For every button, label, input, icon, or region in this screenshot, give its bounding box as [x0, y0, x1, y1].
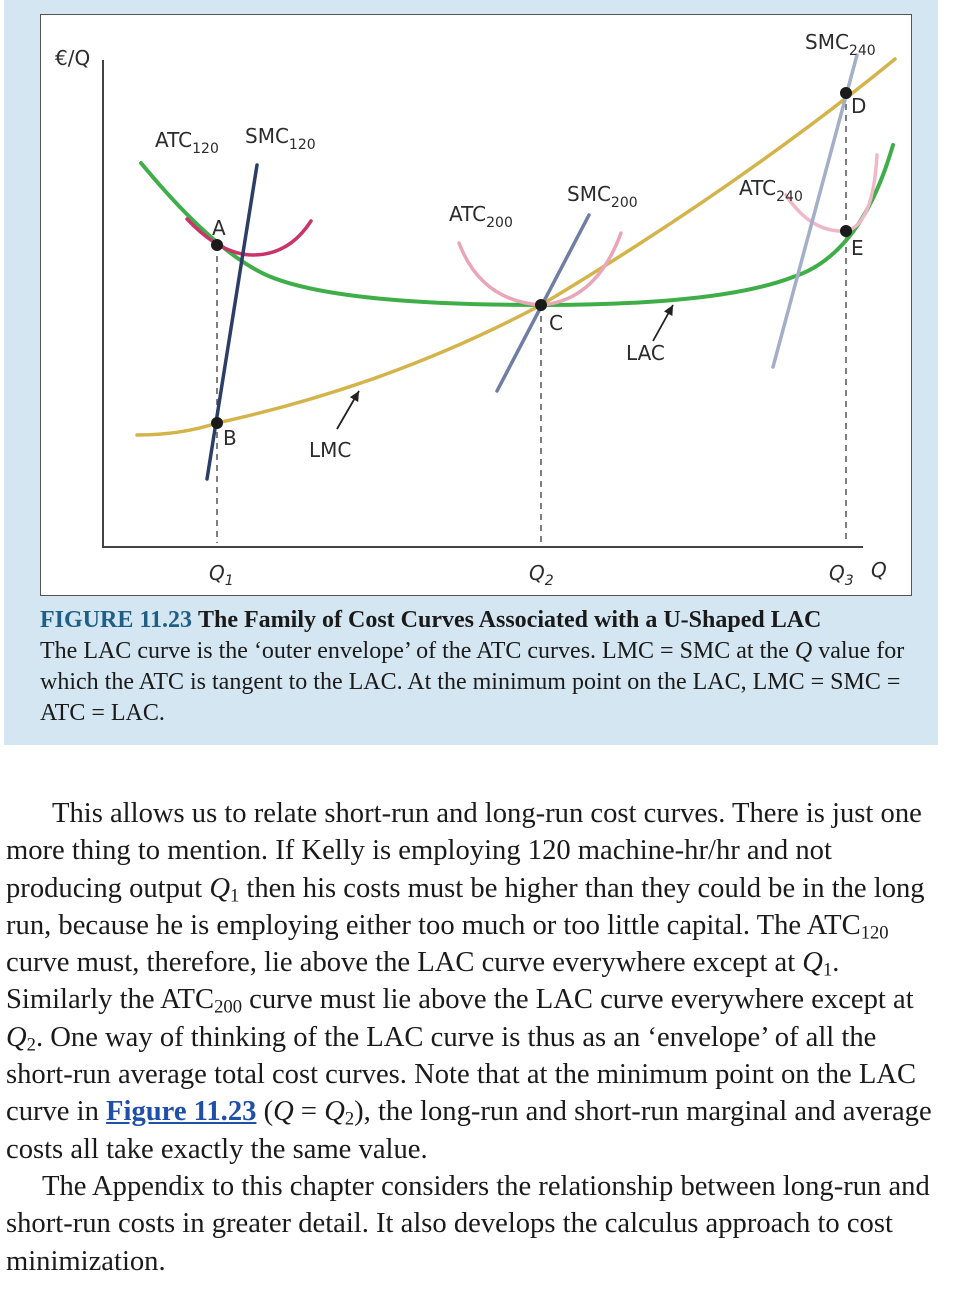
point-label-a: A	[212, 216, 226, 240]
curve-smc240	[773, 55, 857, 367]
p1-text-f: . One way of thinking of the LAC curve is thus as an ‘envelope’ of all the short-run average total cost curves. Note that at the minimum point on the LAC curve in	[6, 1021, 917, 1128]
point-a	[211, 239, 223, 251]
x-tick-label-1: $Q_1$	[209, 561, 234, 589]
atc200-sub: 200	[214, 997, 242, 1019]
p1-text-e: curve must lie above the LAC curve everywhere except at	[241, 984, 914, 1016]
figure-title: The Family of Cost Curves Associated with a U-Shaped LAC	[198, 607, 822, 633]
body-text	[6, 795, 941, 1280]
p1-text-a: This allows us to relate short-run and long-run cost curves. There is just one more thing to mention. If Kelly is employing 120 machine-hr/hr and not producing output	[6, 798, 922, 904]
p1-text-d: . Similarly the ATC	[6, 947, 840, 1016]
y-axis-label: €/Q	[55, 46, 91, 70]
curve-label-smc120: $SMC_{120}$	[245, 124, 316, 153]
x-tick-label-2: $Q_2$	[529, 561, 554, 589]
caption-text-a: The LAC curve is the ‘outer envelope’ of the ATC curves. LMC = SMC at the	[40, 638, 795, 664]
chart-panel	[40, 14, 912, 596]
curve-lac	[141, 145, 893, 305]
curve-label-lmc: LMC	[309, 438, 352, 462]
figure-link[interactable]: Figure 11.23	[106, 1096, 257, 1128]
p1-text-i: ), the long-run and short-run marginal and average costs all take exactly the same value.	[6, 1096, 932, 1165]
q1-var: Q	[209, 872, 230, 904]
q-var: Q	[273, 1096, 294, 1128]
point-label-e: E	[851, 236, 864, 260]
q1-sub: 1	[229, 885, 240, 907]
p1-text-b: then his costs must be higher than they could be in the long run, because he is employing either too much or too little capital. The ATC	[6, 872, 925, 941]
cost-curves-chart	[41, 15, 913, 597]
curve-label-atc120: $ATC_{120}$	[155, 128, 219, 157]
paragraph-2: The Appendix to this chapter considers the relationship between long-run and short-run costs in greater detail. It also develops the calculus approach to cost minimization.	[6, 1170, 930, 1277]
curve-label-smc240: $SMC_{240}$	[805, 30, 876, 59]
q1-var-2: Q	[802, 947, 823, 979]
curve-label-atc200: $ATC_{200}$	[449, 202, 513, 231]
figure-number: FIGURE 11.23	[40, 607, 193, 633]
caption-q: Q	[794, 638, 813, 664]
p1-text-h: =	[293, 1096, 325, 1128]
q1-sub-2: 1	[822, 959, 833, 981]
paragraph-1	[6, 795, 941, 1168]
point-c	[535, 299, 547, 311]
point-b	[211, 417, 223, 429]
q2-sub: 2	[26, 1034, 36, 1056]
q2-sub-2: 2	[344, 1109, 355, 1131]
x-axis-label: Q	[871, 558, 887, 582]
point-label-b: B	[223, 426, 237, 450]
curve-label-smc200: $SMC_{200}$	[567, 182, 638, 211]
q2-var-2: Q	[324, 1096, 345, 1128]
curve-label-lac: LAC	[626, 341, 665, 365]
figure-caption	[40, 605, 920, 729]
point-label-d: D	[851, 94, 867, 118]
point-label-c: C	[549, 311, 563, 335]
figure-box	[4, 0, 938, 745]
x-tick-label-3: $Q_3$	[829, 561, 854, 589]
curve-label-atc240: $ATC_{240}$	[739, 176, 803, 205]
q2-var: Q	[6, 1021, 27, 1053]
p1-text-g: (	[256, 1096, 274, 1128]
atc120-sub: 120	[860, 922, 889, 944]
p1-text-c: curve must, therefore, lie above the LAC curve everywhere except at	[6, 947, 803, 979]
caption-text-b: value for which the ATC is tangent to the LAC. At the minimum point on the LAC, LMC = SMC = ATC = LAC.	[40, 638, 905, 726]
curve-lmc	[137, 59, 895, 435]
